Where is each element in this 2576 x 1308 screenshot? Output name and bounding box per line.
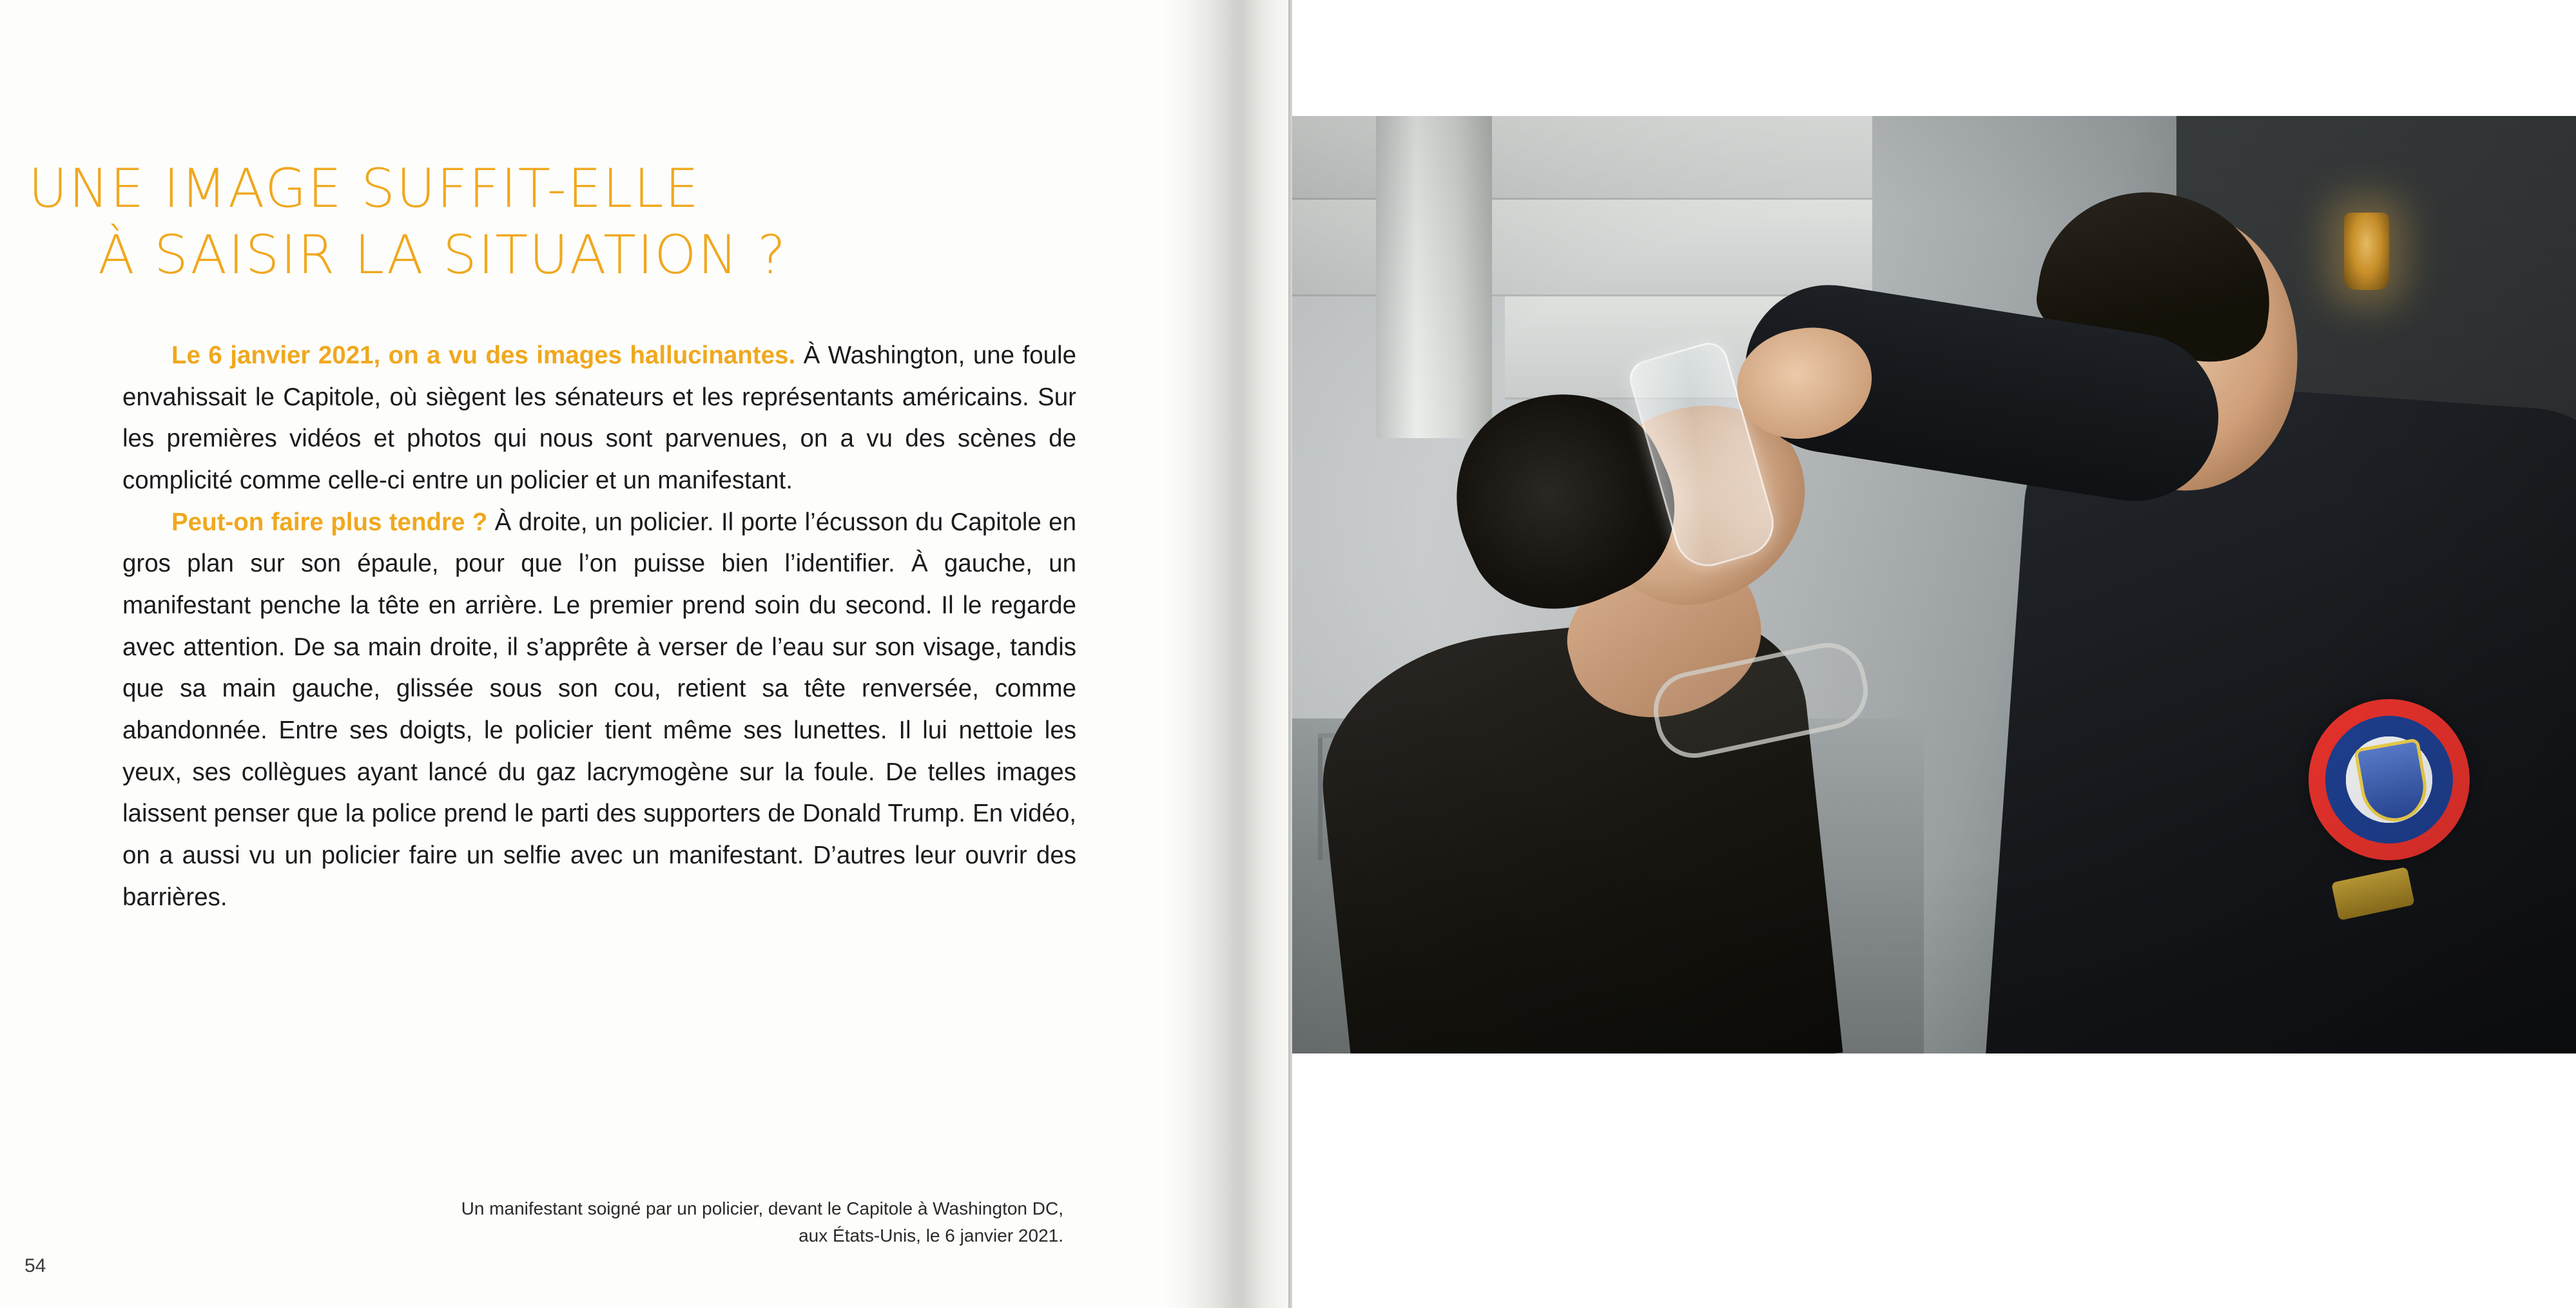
left-page [0, 0, 1160, 1308]
photo-caption [258, 1195, 1063, 1249]
photograph [1292, 116, 2576, 1053]
paragraph-2 [122, 502, 1076, 919]
page-number: 54 [24, 1255, 46, 1276]
book-gutter [1160, 0, 1292, 1308]
page-title [28, 155, 995, 289]
photo-caption-line-1: Un manifestant soigné par un policier, devant le Capitole à Washington DC, [461, 1198, 1063, 1218]
paragraph-2-text: À droite, un policier. Il porte l’écusson du Capitole en gros plan sur son épaule, pour que l’on puisse bien l’identifier. À gauche, un manifestant penche la tête en arrière. Le premier prend soin du second. Il le regarde avec attention. De sa main droite, il s’apprête à verser de l’eau sur son visage, tandis que sa main gauche, glissée sous son cou, retient sa tête renversée, comme abandonnée. Entre ses doigts, le policier tient même ses lunettes. Il lui nettoie les yeux, ses collègues ayant lancé du gaz lacrymogène sur la foule. De telles images laissent penser que la police prend le parti des supporters de Donald Trump. En vidéo, on a aussi vu un policier faire un selfie avec un manifestant. D’autres leur ouvrir des barrières. [122, 508, 1076, 911]
photo-caption-line-2: aux États-Unis, le 6 janvier 2021. [799, 1226, 1063, 1245]
paragraph-1 [122, 335, 1076, 502]
page-title-line-2: À SAISIR LA SITUATION ? [98, 224, 788, 287]
article-body [122, 335, 1076, 918]
stone-column [1376, 116, 1492, 438]
hanging-lamp-icon [2344, 213, 2389, 290]
paragraph-2-lead: Peut-on faire plus tendre ? [171, 508, 488, 536]
paragraph-1-lead: Le 6 janvier 2021, on a vu des images hallucinantes. [171, 341, 796, 369]
paragraph-1-text: À Washington, une foule envahissait le Capitole, où siègent les sénateurs et les représentants américains. Sur les premières vidéos et photos qui nous sont parvenues, on a vu des scènes de complicité comme celle-ci entre un policier et un manifestant. [122, 341, 1077, 495]
page-title-line-1: UNE IMAGE SUFFIT-ELLE [28, 157, 701, 220]
